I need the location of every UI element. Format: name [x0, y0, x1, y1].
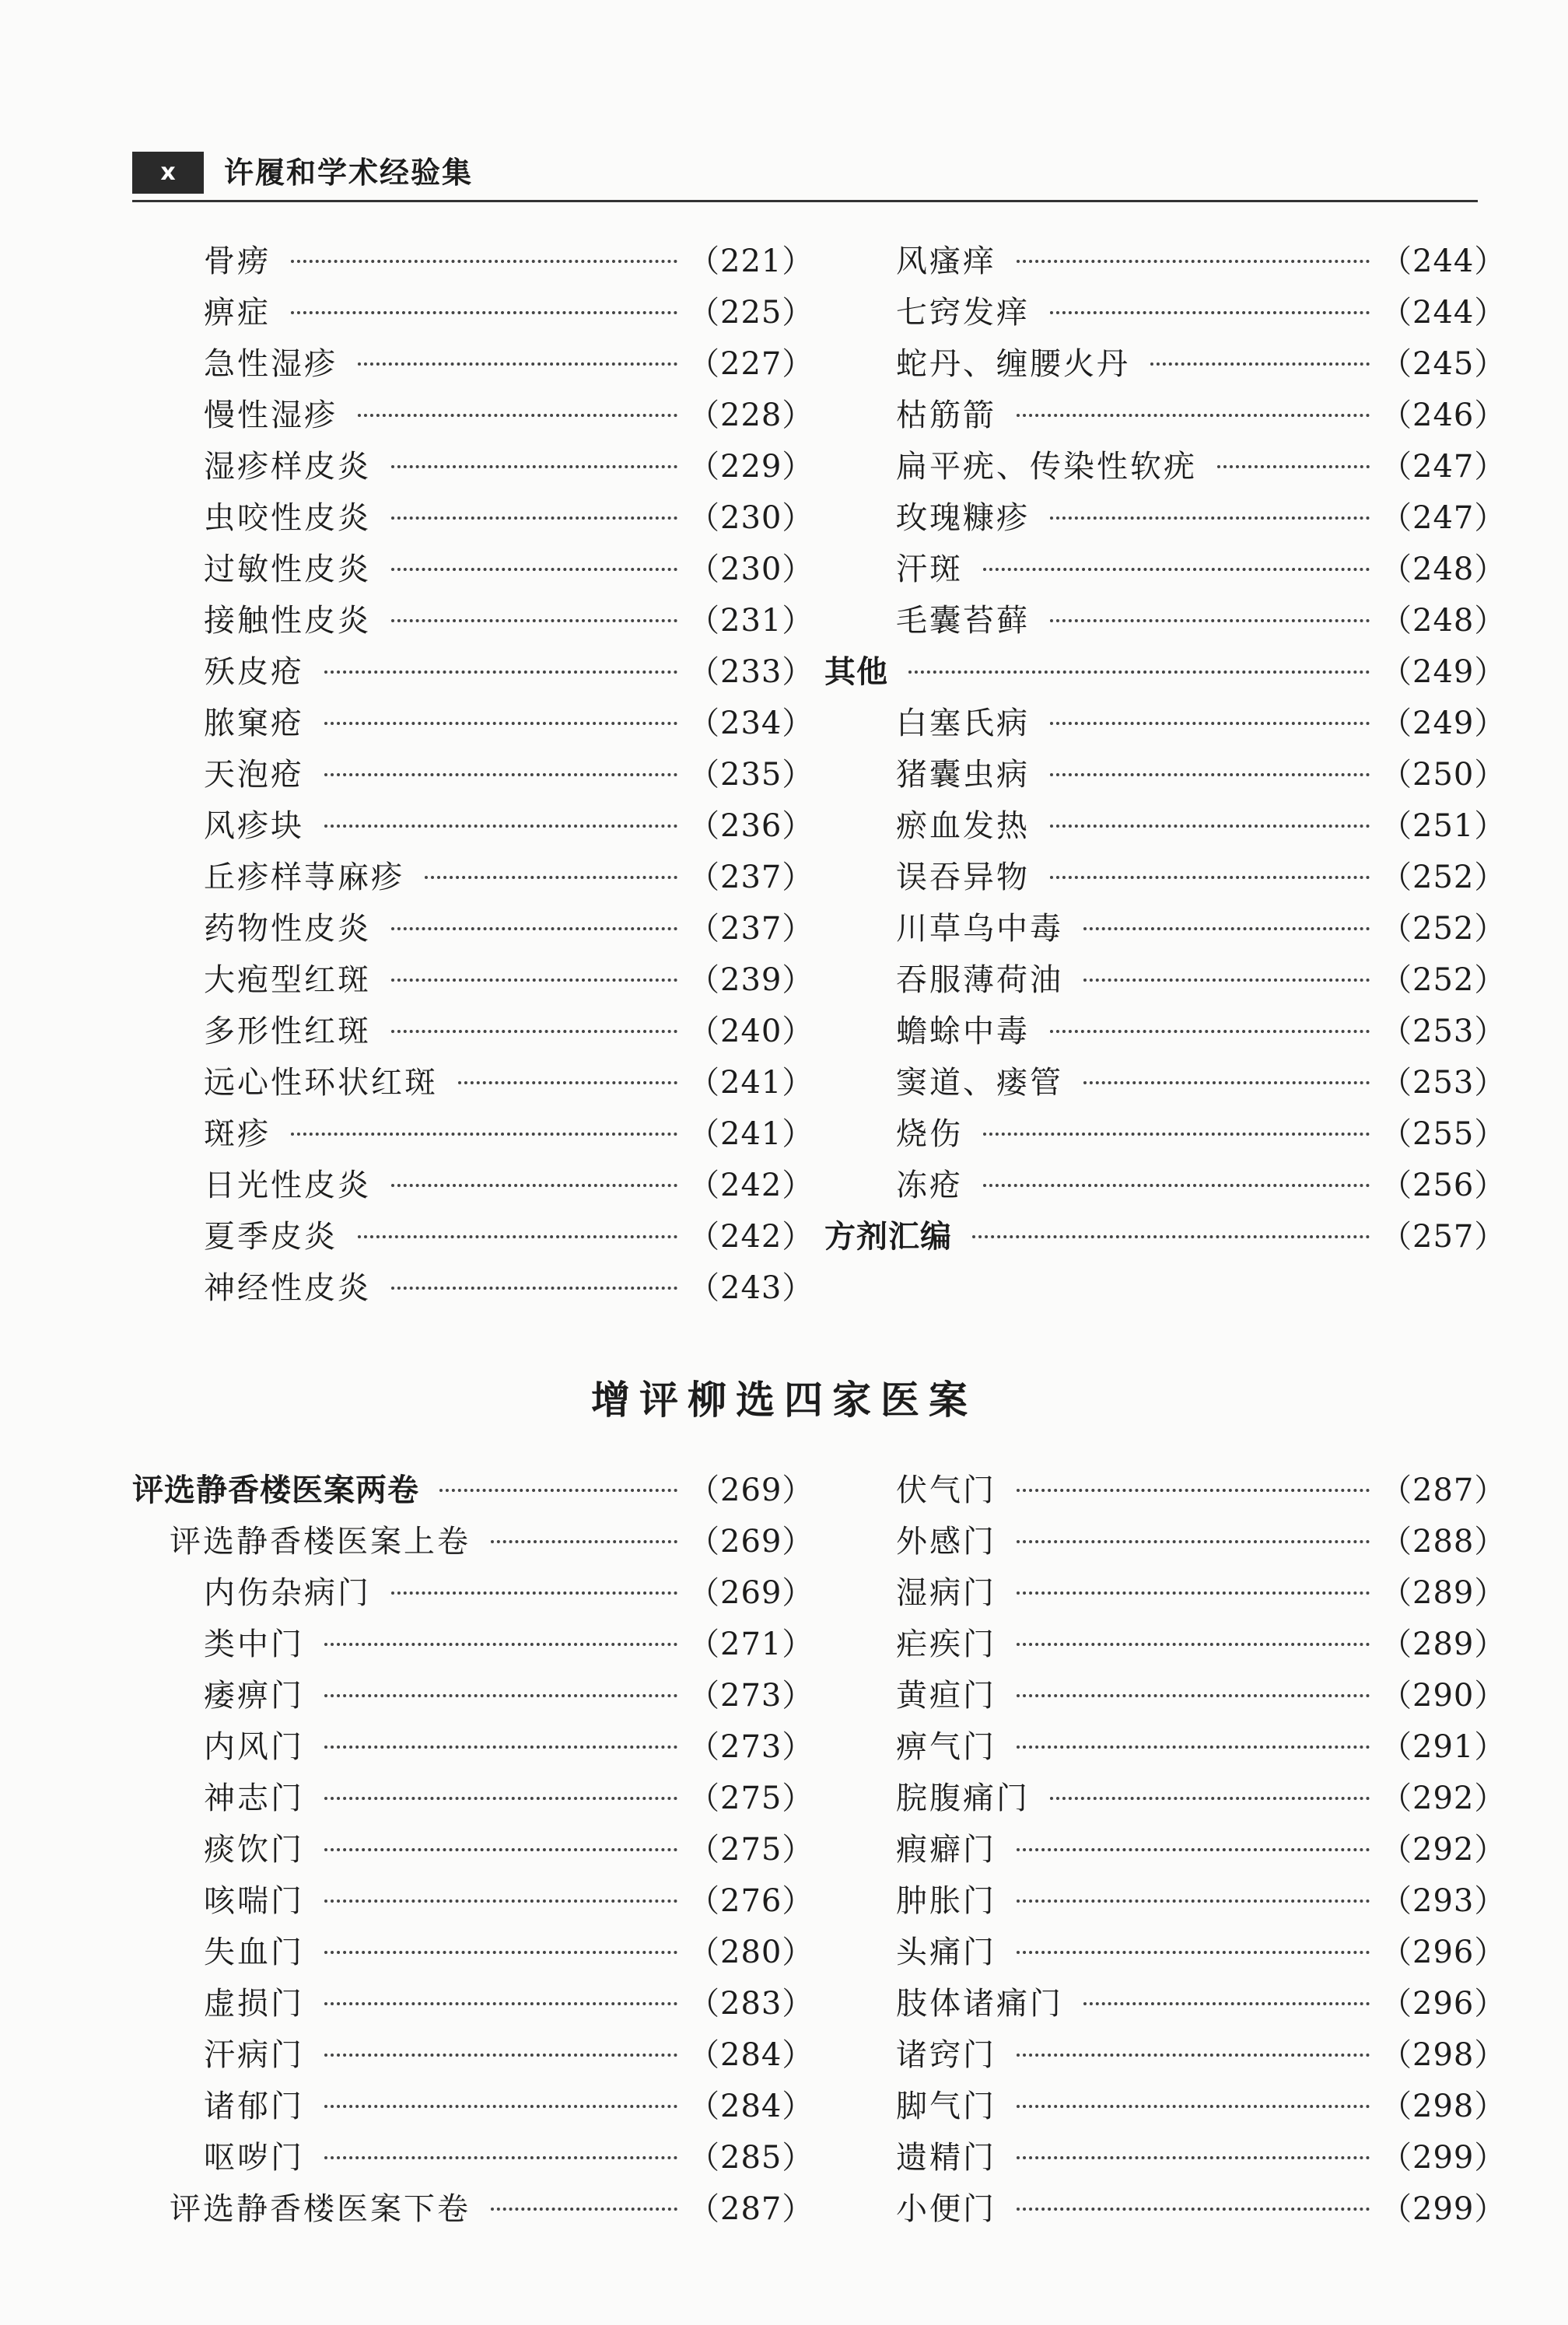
toc-entry-title: 内风门	[204, 1728, 304, 1765]
toc-entry-title: 神经性皮炎	[204, 1269, 371, 1306]
toc-entry-page: （299）	[1381, 2190, 1507, 2227]
dot-leader	[324, 671, 677, 674]
toc-entry-title: 黄疸门	[896, 1677, 996, 1714]
dot-leader	[1017, 2054, 1370, 2057]
toc-entry[interactable]	[824, 233, 1507, 283]
toc-entry[interactable]	[132, 541, 814, 591]
toc-entry-title: 殀皮疮	[204, 653, 304, 690]
toc-entry-title: 毛囊苔藓	[896, 602, 1030, 639]
dot-leader	[439, 1489, 677, 1492]
dot-leader	[1083, 2002, 1370, 2005]
toc-entry-title: 汗病门	[204, 2036, 304, 2073]
toc-entry-title: 虚损门	[204, 1985, 304, 2022]
toc-entry-page: （298）	[1381, 2088, 1507, 2124]
toc-entry-page: （271）	[688, 1626, 814, 1662]
toc-entry[interactable]	[132, 644, 814, 694]
toc-entry-page: （244）	[1381, 294, 1507, 331]
toc-entry[interactable]	[132, 1055, 814, 1105]
toc-entry-title: 风疹块	[204, 807, 304, 844]
toc-column-right	[824, 233, 1507, 1255]
toc-entry-title: 痿痹门	[204, 1677, 304, 1714]
toc-entry-page: （229）	[688, 448, 814, 485]
dot-leader	[391, 979, 677, 982]
toc-entry-title: 小便门	[896, 2190, 996, 2227]
toc-entry[interactable]	[824, 336, 1507, 386]
toc-entry-page: （276）	[688, 1882, 814, 1919]
toc-entry-page: （275）	[688, 1780, 814, 1816]
dot-leader	[1050, 311, 1370, 314]
toc-entry-page: （233）	[688, 653, 814, 690]
toc-entry-title: 风瘙痒	[896, 243, 996, 279]
dot-leader	[1017, 1489, 1370, 1492]
toc-entry[interactable]	[824, 1209, 1507, 1259]
toc-entry-page: （289）	[1381, 1574, 1507, 1611]
dot-leader	[324, 1694, 677, 1697]
toc-entry-title: 七窍发痒	[896, 294, 1030, 331]
toc-entry[interactable]	[824, 1157, 1507, 1207]
toc-entry-page: （287）	[1381, 1472, 1507, 1508]
dot-leader	[1017, 1643, 1370, 1646]
dot-leader	[291, 1133, 677, 1136]
dot-leader	[491, 2208, 677, 2211]
toc-entry[interactable]	[824, 1616, 1507, 1666]
toc-entry-page: （298）	[1381, 2036, 1507, 2073]
toc-entry[interactable]	[132, 233, 814, 283]
toc-entry[interactable]	[132, 1106, 814, 1156]
dot-leader	[491, 1540, 677, 1543]
dot-leader	[291, 260, 677, 263]
toc-entry[interactable]	[132, 1462, 814, 1512]
toc-entry[interactable]	[824, 593, 1507, 643]
toc-entry-title: 评选静香楼医案下卷	[170, 2190, 471, 2227]
toc-entry-title: 外感门	[896, 1523, 996, 1560]
toc-entry-title: 误吞异物	[896, 859, 1030, 895]
toc-entry-page: （284）	[688, 2088, 814, 2124]
toc-entry-title: 诸窍门	[896, 2036, 996, 2073]
toc-entry-page: （256）	[1381, 1167, 1507, 1203]
dot-leader	[391, 568, 677, 571]
toc-entry-page: （293）	[1381, 1882, 1507, 1919]
toc-entry-title: 斑疹	[204, 1115, 271, 1152]
toc-entry-title: 汗斑	[896, 551, 963, 587]
dot-leader	[1050, 876, 1370, 879]
toc-entry[interactable]	[824, 849, 1507, 899]
toc-entry[interactable]	[824, 1976, 1507, 2026]
toc-entry-page: （242）	[688, 1167, 814, 1203]
dot-leader	[1050, 825, 1370, 828]
toc-entry[interactable]	[824, 901, 1507, 951]
dot-leader	[1017, 1540, 1370, 1543]
dot-leader	[1017, 2156, 1370, 2159]
toc-entry-title: 川草乌中毒	[896, 910, 1063, 947]
toc-entry-page: （230）	[688, 551, 814, 587]
dot-leader	[358, 414, 677, 417]
toc-entry-title: 扁平疣、传染性软疣	[896, 448, 1197, 485]
toc-entry[interactable]	[132, 1209, 814, 1259]
toc-entry[interactable]	[824, 1822, 1507, 1872]
toc-entry[interactable]	[132, 1003, 814, 1053]
toc-entry-page: （244）	[1381, 243, 1507, 279]
toc-entry-title: 呕哕门	[204, 2139, 304, 2176]
toc-entry-title: 急性湿疹	[204, 345, 338, 382]
dot-leader	[391, 465, 677, 468]
toc-entry[interactable]	[132, 1668, 814, 1717]
toc-entry-page: （284）	[688, 2036, 814, 2073]
dot-leader	[1017, 1746, 1370, 1749]
toc-entry-page: （241）	[688, 1064, 814, 1101]
toc-entry-title: 虫咬性皮炎	[204, 499, 371, 536]
toc-entry-page: （249）	[1381, 705, 1507, 741]
dot-leader	[1017, 1591, 1370, 1595]
dot-leader	[324, 825, 677, 828]
header-rule	[132, 200, 1478, 202]
dot-leader	[1217, 465, 1370, 468]
toc-entry-page: （250）	[1381, 756, 1507, 793]
toc-entry[interactable]	[824, 490, 1507, 540]
toc-entry-title: 接触性皮炎	[204, 602, 371, 639]
toc-entry-page: （235）	[688, 756, 814, 793]
dot-leader	[1017, 260, 1370, 263]
dot-leader	[1050, 1030, 1370, 1033]
toc-entry[interactable]	[824, 695, 1507, 745]
toc-entry-title: 肿胀门	[896, 1882, 996, 1919]
toc-entry-page: （253）	[1381, 1064, 1507, 1101]
toc-entry[interactable]	[132, 1514, 814, 1563]
toc-entry[interactable]	[132, 1770, 814, 1820]
toc-entry-page: （234）	[688, 705, 814, 741]
toc-entry-page: （269）	[688, 1523, 814, 1560]
toc-entry-page: （255）	[1381, 1115, 1507, 1152]
toc-entry-page: （285）	[688, 2139, 814, 2176]
dot-leader	[1017, 2208, 1370, 2211]
toc-entry-title: 骨痨	[204, 243, 271, 279]
dot-leader	[1050, 516, 1370, 520]
toc-entry-title: 多形性红斑	[204, 1013, 371, 1049]
toc-entry[interactable]	[824, 1924, 1507, 1974]
toc-entry-page: （221）	[688, 243, 814, 279]
toc-entry-title: 疟疾门	[896, 1626, 996, 1662]
toc-entry[interactable]	[824, 1514, 1507, 1563]
toc-entry[interactable]	[132, 1719, 814, 1769]
toc-column-right-2	[824, 1462, 1507, 2232]
page-number: x	[132, 152, 204, 194]
toc-entry-title: 丘疹样荨麻疹	[204, 859, 404, 895]
toc-entry[interactable]	[824, 439, 1507, 488]
toc-entry[interactable]	[132, 747, 814, 797]
toc-entry-page: （289）	[1381, 1626, 1507, 1662]
toc-entry-page: （251）	[1381, 807, 1507, 844]
toc-entry-page: （239）	[688, 961, 814, 998]
toc-entry-title: 瘕癖门	[896, 1831, 996, 1868]
toc-entry[interactable]	[824, 1055, 1507, 1105]
toc-column-left-2	[132, 1462, 814, 2232]
dot-leader	[1017, 1694, 1370, 1697]
toc-entry[interactable]	[132, 1157, 814, 1207]
toc-entry-page: （257）	[1381, 1218, 1507, 1255]
book-title: 许履和学术经验集	[224, 156, 474, 190]
dot-leader	[358, 362, 677, 366]
toc-entry-title: 蛇丹、缠腰火丹	[896, 345, 1130, 382]
toc-entry-title: 痰饮门	[204, 1831, 304, 1868]
dot-leader	[1017, 2105, 1370, 2108]
dot-leader	[324, 1900, 677, 1903]
toc-entry[interactable]	[132, 2078, 814, 2128]
dot-leader	[1083, 1081, 1370, 1084]
dot-leader	[324, 1746, 677, 1749]
toc-entry-page: （245）	[1381, 345, 1507, 382]
toc-entry-page: （269）	[688, 1574, 814, 1611]
dot-leader	[1050, 619, 1370, 622]
dot-leader	[324, 1951, 677, 1954]
toc-entry-page: （225）	[688, 294, 814, 331]
toc-entry-title: 大疱型红斑	[204, 961, 371, 998]
toc-entry[interactable]	[132, 387, 814, 437]
dot-leader	[1050, 722, 1370, 725]
toc-entry-title: 脓窠疮	[204, 705, 304, 741]
dot-leader	[1083, 979, 1370, 982]
toc-entry-title: 日光性皮炎	[204, 1167, 371, 1203]
dot-leader	[324, 1643, 677, 1646]
toc-entry-title: 夏季皮炎	[204, 1218, 338, 1255]
dot-leader	[983, 1133, 1370, 1136]
toc-entry-page: （287）	[688, 2190, 814, 2227]
dot-leader	[324, 1848, 677, 1851]
toc-entry[interactable]	[132, 1822, 814, 1872]
toc-entry-title: 吞服薄荷油	[896, 961, 1063, 998]
toc-entry-page: （247）	[1381, 448, 1507, 485]
toc-entry-page: （231）	[688, 602, 814, 639]
toc-entry[interactable]	[132, 1924, 814, 1974]
toc-entry[interactable]	[824, 1106, 1507, 1156]
toc-entry-title: 慢性湿疹	[204, 397, 338, 433]
toc-entry-title: 脚气门	[896, 2088, 996, 2124]
toc-entry-page: （299）	[1381, 2139, 1507, 2176]
toc-entry[interactable]	[824, 285, 1507, 334]
toc-entry[interactable]	[824, 798, 1507, 848]
toc-entry[interactable]	[132, 695, 814, 745]
dot-leader	[425, 876, 677, 879]
toc-entry-title: 猪囊虫病	[896, 756, 1030, 793]
section-title: 增评柳选四家医案	[591, 1378, 977, 1423]
toc-entry[interactable]	[132, 336, 814, 386]
toc-entry-page: （227）	[688, 345, 814, 382]
toc-entry-title: 脘腹痛门	[896, 1780, 1030, 1816]
toc-entry-title: 肢体诸痛门	[896, 1985, 1063, 2022]
toc-entry[interactable]	[132, 2130, 814, 2180]
toc-entry-page: （230）	[688, 499, 814, 536]
toc-entry-page: （241）	[688, 1115, 814, 1152]
toc-entry[interactable]	[824, 1003, 1507, 1053]
toc-entry-title: 诸郁门	[204, 2088, 304, 2124]
toc-entry-title: 蟾蜍中毒	[896, 1013, 1030, 1049]
dot-leader	[1050, 1797, 1370, 1800]
toc-entry[interactable]	[824, 541, 1507, 591]
dot-leader	[324, 2156, 677, 2159]
dot-leader	[391, 516, 677, 520]
dot-leader	[324, 1797, 677, 1800]
dot-leader	[908, 671, 1370, 674]
toc-entry[interactable]	[132, 1873, 814, 1923]
toc-entry-page: （252）	[1381, 961, 1507, 998]
toc-entry-page: （292）	[1381, 1831, 1507, 1868]
toc-entry-page: （248）	[1381, 551, 1507, 587]
toc-entry[interactable]	[824, 2130, 1507, 2180]
toc-entry-page: （273）	[688, 1677, 814, 1714]
toc-entry-title: 远心性环状红斑	[204, 1064, 438, 1101]
toc-entry[interactable]	[132, 1616, 814, 1666]
dot-leader	[1050, 773, 1370, 776]
toc-entry-title: 评选静香楼医案两卷	[132, 1472, 419, 1508]
dot-leader	[983, 1184, 1370, 1187]
toc-entry[interactable]	[824, 1719, 1507, 1769]
toc-entry-title: 伏气门	[896, 1472, 996, 1508]
dot-leader	[391, 1591, 677, 1595]
toc-entry[interactable]	[132, 1565, 814, 1615]
toc-entry-title: 方剂汇编	[824, 1218, 952, 1255]
toc-entry[interactable]	[824, 1873, 1507, 1923]
running-header	[132, 152, 1478, 198]
toc-entry[interactable]	[132, 952, 814, 1002]
toc-entry-page: （249）	[1381, 653, 1507, 690]
toc-entry-title: 冻疮	[896, 1167, 963, 1203]
toc-entry-page: （237）	[688, 910, 814, 947]
dot-leader	[1017, 1848, 1370, 1851]
toc-entry-page: （237）	[688, 859, 814, 895]
toc-entry-title: 玫瑰糠疹	[896, 499, 1030, 536]
toc-entry[interactable]	[824, 2078, 1507, 2128]
dot-leader	[1017, 414, 1370, 417]
toc-entry-page: （236）	[688, 807, 814, 844]
toc-entry-page: （273）	[688, 1728, 814, 1765]
toc-entry-page: （253）	[1381, 1013, 1507, 1049]
toc-entry-title: 神志门	[204, 1780, 304, 1816]
toc-entry-page: （292）	[1381, 1780, 1507, 1816]
dot-leader	[1017, 1900, 1370, 1903]
toc-entry[interactable]	[132, 901, 814, 951]
toc-entry-page: （240）	[688, 1013, 814, 1049]
dot-leader	[391, 1030, 677, 1033]
toc-entry-title: 痹症	[204, 294, 271, 331]
dot-leader	[1150, 362, 1370, 366]
toc-entry-page: （252）	[1381, 859, 1507, 895]
toc-entry-title: 瘀血发热	[896, 807, 1030, 844]
toc-entry-title: 过敏性皮炎	[204, 551, 371, 587]
toc-entry[interactable]	[824, 747, 1507, 797]
toc-entry-page: （246）	[1381, 397, 1507, 433]
toc-entry-title: 白塞氏病	[896, 705, 1030, 741]
toc-entry-title: 湿病门	[896, 1574, 996, 1611]
toc-entry-title: 失血门	[204, 1934, 304, 1970]
toc-entry-title: 内伤杂病门	[204, 1574, 371, 1611]
toc-entry[interactable]	[132, 1976, 814, 2026]
toc-entry-title: 评选静香楼医案上卷	[170, 1523, 471, 1560]
dot-leader	[1083, 927, 1370, 930]
toc-entry-title: 药物性皮炎	[204, 910, 371, 947]
toc-entry-title: 烧伤	[896, 1115, 963, 1152]
dot-leader	[458, 1081, 677, 1084]
toc-entry[interactable]	[824, 1770, 1507, 1820]
toc-entry[interactable]	[824, 387, 1507, 437]
toc-entry[interactable]	[824, 1462, 1507, 1512]
toc-entry[interactable]	[824, 1565, 1507, 1615]
toc-entry-page: （296）	[1381, 1934, 1507, 1970]
dot-leader	[983, 568, 1370, 571]
toc-entry[interactable]	[132, 490, 814, 540]
toc-entry-title: 其他	[824, 653, 888, 690]
toc-entry-page: （269）	[688, 1472, 814, 1508]
dot-leader	[391, 619, 677, 622]
toc-entry-page: （247）	[1381, 499, 1507, 536]
toc-entry-title: 湿疹样皮炎	[204, 448, 371, 485]
toc-entry-title: 窦道、瘘管	[896, 1064, 1063, 1101]
toc-entry[interactable]	[824, 2181, 1507, 2231]
toc-entry-page: （243）	[688, 1269, 814, 1306]
dot-leader	[324, 2002, 677, 2005]
dot-leader	[324, 722, 677, 725]
toc-entry[interactable]	[132, 593, 814, 643]
toc-entry[interactable]	[132, 798, 814, 848]
toc-entry-title: 类中门	[204, 1626, 304, 1662]
toc-entry[interactable]	[132, 439, 814, 488]
toc-entry-page: （275）	[688, 1831, 814, 1868]
toc-entry[interactable]	[132, 2181, 814, 2231]
toc-column-left	[132, 233, 814, 1306]
toc-entry-title: 痹气门	[896, 1728, 996, 1765]
dot-leader	[291, 311, 677, 314]
toc-entry[interactable]	[824, 644, 1507, 694]
toc-entry[interactable]	[824, 2027, 1507, 2077]
toc-entry-page: （248）	[1381, 602, 1507, 639]
dot-leader	[391, 1287, 677, 1290]
dot-leader	[391, 1184, 677, 1187]
toc-entry-title: 枯筋箭	[896, 397, 996, 433]
dot-leader	[1017, 1951, 1370, 1954]
dot-leader	[324, 2105, 677, 2108]
toc-entry-page: （252）	[1381, 910, 1507, 947]
toc-entry-page: （283）	[688, 1985, 814, 2022]
toc-entry[interactable]	[132, 1260, 814, 1310]
toc-entry-page: （288）	[1381, 1523, 1507, 1560]
dot-leader	[391, 927, 677, 930]
dot-leader	[358, 1235, 677, 1238]
dot-leader	[324, 2054, 677, 2057]
toc-entry-page: （242）	[688, 1218, 814, 1255]
toc-entry[interactable]	[824, 952, 1507, 1002]
dot-leader	[324, 773, 677, 776]
dot-leader	[972, 1235, 1370, 1238]
toc-entry-title: 天泡疮	[204, 756, 304, 793]
toc-entry-title: 头痛门	[896, 1934, 996, 1970]
toc-entry-page: （291）	[1381, 1728, 1507, 1765]
toc-entry[interactable]	[132, 849, 814, 899]
toc-entry-page: （290）	[1381, 1677, 1507, 1714]
toc-entry-title: 遗精门	[896, 2139, 996, 2176]
toc-entry[interactable]	[824, 1668, 1507, 1717]
toc-entry-page: （296）	[1381, 1985, 1507, 2022]
toc-entry-page: （280）	[688, 1934, 814, 1970]
toc-entry[interactable]	[132, 2027, 814, 2077]
toc-entry-page: （228）	[688, 397, 814, 433]
toc-entry[interactable]	[132, 285, 814, 334]
toc-entry-title: 咳喘门	[204, 1882, 304, 1919]
